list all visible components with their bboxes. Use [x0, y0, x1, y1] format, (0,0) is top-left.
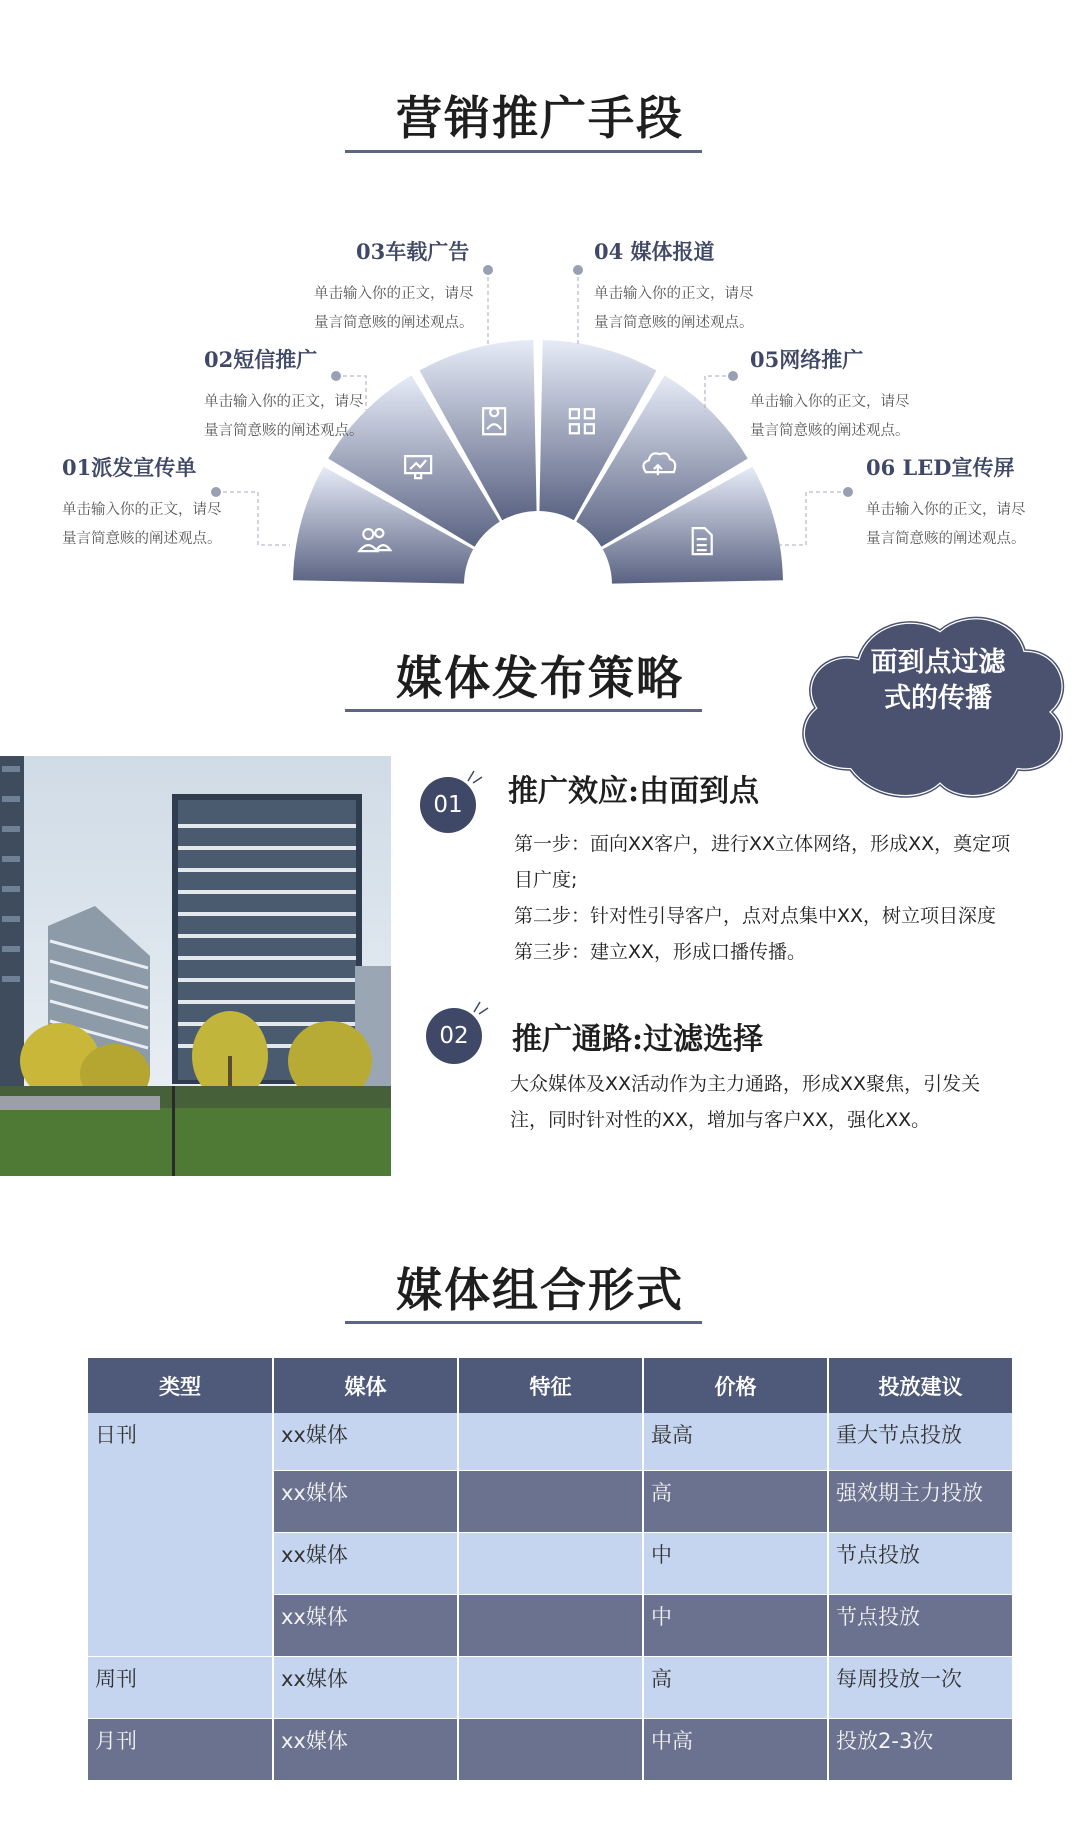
section-title-strategy: 媒体发布策略 — [396, 651, 684, 705]
table-cell-type: 日刊 — [88, 1413, 273, 1656]
table-cell-media: xx媒体 — [273, 1594, 458, 1656]
strategy-body-2: 大众媒体及XX活动作为主力通路，形成XX聚焦，引发关 注，同时针对性的XX，增加与客户XX，强化XX。 — [510, 1073, 981, 1131]
fan-item-4 — [594, 236, 894, 338]
strategy-body-1: 第一步：面向XX客户，进行XX立体网络，形成XX，奠定项 目广度; 第二步：针对性引导客户，点对点集中XX，树立项目深度 第三步：建立XX，形成口播传播。 — [514, 833, 1011, 963]
strategy-title-2: 推广通路:过滤选择 — [512, 1022, 764, 1057]
table-cell-price: 中 — [643, 1532, 828, 1594]
section-title-marketing: 营销推广手段 — [396, 91, 684, 145]
table-row — [88, 1656, 1013, 1718]
sparkle-icon — [470, 998, 494, 1020]
fan-item-1 — [62, 452, 362, 554]
table-header-row — [88, 1358, 1013, 1413]
step-badge-01: 01 — [420, 777, 476, 833]
table-cell-feature — [458, 1470, 643, 1532]
table-cell-advice: 投放2-3次 — [828, 1718, 1013, 1780]
table-cell-media: xx媒体 — [273, 1532, 458, 1594]
leader-line — [780, 492, 848, 545]
fan-item-title: 03车载广告 — [356, 239, 470, 264]
table-cell-advice: 强效期主力投放 — [828, 1470, 1013, 1532]
table-cell-advice: 重大节点投放 — [828, 1413, 1013, 1470]
strategy-title-1: 推广效应:由面到点 — [508, 774, 760, 809]
table-cell-price: 高 — [643, 1470, 828, 1532]
table-cell-price: 中高 — [643, 1718, 828, 1780]
fan-item-desc: 单击输入你的正文，请尽 量言简意赅的阐述观点。 — [62, 502, 222, 547]
fan-item-desc: 单击输入你的正文，请尽 量言简意赅的阐述观点。 — [866, 502, 1026, 547]
table-cell-advice: 节点投放 — [828, 1532, 1013, 1594]
table-row — [88, 1718, 1013, 1780]
table-header-cell: 媒体 — [273, 1358, 458, 1413]
cloud-caption: 面到点过滤 式的传播 — [870, 647, 1006, 714]
fan-item-title: 06 LED宣传屏 — [866, 455, 1015, 480]
table-cell-media: xx媒体 — [273, 1413, 458, 1470]
table-header-cell: 特征 — [458, 1358, 643, 1413]
fan-item-desc: 单击输入你的正文，请尽 量言简意赅的阐述观点。 — [314, 286, 474, 331]
building-photo — [0, 756, 391, 1176]
title-underline — [345, 1321, 702, 1324]
fan-item-6 — [866, 452, 1080, 554]
table-cell-price: 高 — [643, 1656, 828, 1718]
leader-dot — [843, 487, 853, 497]
table-cell-feature — [458, 1413, 643, 1470]
table-header-cell: 投放建议 — [828, 1358, 1013, 1413]
fan-item-title: 01派发宣传单 — [62, 455, 197, 480]
fan-item-desc: 单击输入你的正文，请尽 量言简意赅的阐述观点。 — [204, 394, 364, 439]
table-row — [88, 1413, 1013, 1470]
fan-item-desc: 单击输入你的正文，请尽 量言简意赅的阐述观点。 — [594, 286, 754, 331]
table-cell-media: xx媒体 — [273, 1656, 458, 1718]
fan-item-title: 02短信推广 — [204, 347, 318, 372]
table-cell-advice: 每周投放一次 — [828, 1656, 1013, 1718]
step-badge-02: 02 — [426, 1008, 482, 1064]
sparkle-icon — [464, 767, 488, 789]
table-cell-type: 月刊 — [88, 1718, 273, 1780]
fan-item-2 — [204, 344, 504, 446]
table-cell-media: xx媒体 — [273, 1470, 458, 1532]
table-cell-feature — [458, 1594, 643, 1656]
table-cell-price: 最高 — [643, 1413, 828, 1470]
fan-item-title: 05网络推广 — [750, 347, 864, 372]
fan-item-desc: 单击输入你的正文，请尽 量言简意赅的阐述观点。 — [750, 394, 910, 439]
table-cell-price: 中 — [643, 1594, 828, 1656]
table-cell-media: xx媒体 — [273, 1718, 458, 1780]
table-cell-feature — [458, 1718, 643, 1780]
section-title-combo: 媒体组合形式 — [396, 1263, 684, 1317]
table-header-cell: 价格 — [643, 1358, 828, 1413]
fan-item-5 — [750, 344, 1050, 446]
table-header-cell: 类型 — [88, 1358, 273, 1413]
fan-item-title: 04 媒体报道 — [594, 239, 715, 264]
table-cell-advice: 节点投放 — [828, 1594, 1013, 1656]
media-combo-table — [88, 1358, 1014, 1781]
leader-dot — [728, 371, 738, 381]
leader-line — [705, 376, 733, 412]
table-cell-feature — [458, 1532, 643, 1594]
table-cell-type: 周刊 — [88, 1656, 273, 1718]
table-cell-feature — [458, 1656, 643, 1718]
title-underline — [345, 709, 702, 712]
